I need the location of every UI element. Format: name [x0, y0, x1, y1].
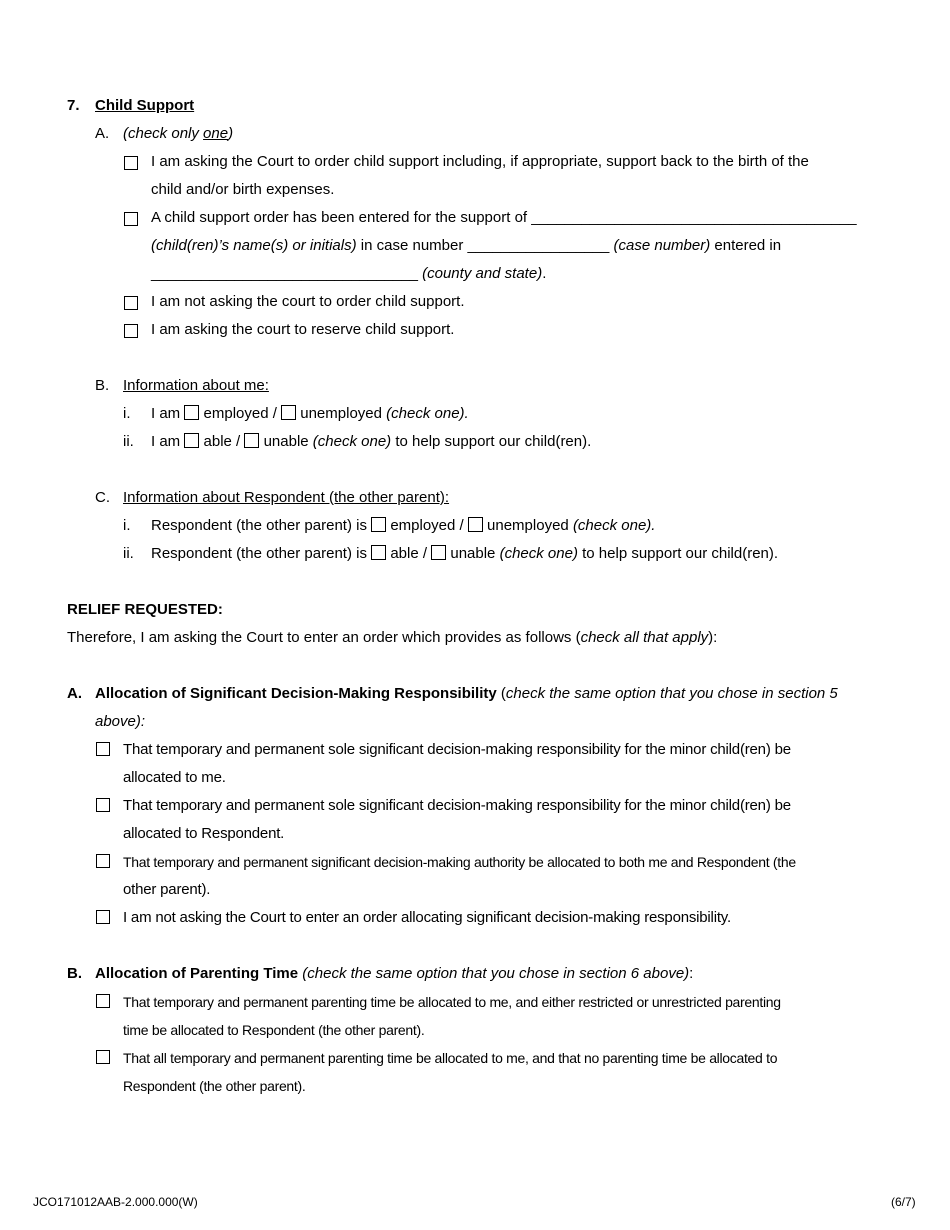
part-a-label: A.	[95, 125, 110, 142]
checkbox-order-child-support[interactable]	[124, 156, 138, 170]
option-parenting-time-all-line2: Respondent (the other parent).	[123, 1078, 306, 1094]
part-c-ii-row: Respondent (the other parent) is able / unable (check one) to help support our child(ren).	[151, 545, 779, 562]
option-parenting-time-all-line1: That all temporary and permanent parenting time be allocated to me, and that no parenting time be allocated to	[123, 1050, 778, 1066]
option-existing-order-line2: (child(ren)’s name(s) or initials) in case number _________________ (case number) entered in	[151, 237, 782, 254]
checkbox-me-able[interactable]	[184, 433, 199, 448]
relief-heading: RELIEF REQUESTED:	[67, 601, 223, 618]
section-title: Child Support	[95, 97, 195, 114]
checkbox-me-employed[interactable]	[184, 405, 199, 420]
option-order-child-support-line1: I am asking the Court to order child support including, if appropriate, support back to the birth of the	[151, 153, 809, 170]
checkbox-parenting-time-all[interactable]	[96, 1050, 110, 1064]
section-a-heading: Allocation of Significant Decision-Making Responsibility (check the same option that you chose in section 5	[95, 685, 838, 702]
case-number-blank[interactable]: _________________	[467, 237, 610, 254]
option-parenting-time-restricted-line1: That temporary and permanent parenting time be allocated to me, and either restricted or unrestricted parenting	[123, 994, 781, 1010]
part-b-i-label: i.	[123, 405, 131, 422]
option-joint-decision-line1: That temporary and permanent significant decision-making authority be allocated to both me and Respondent (the	[123, 854, 796, 870]
part-b-ii-row: I am able / unable (check one) to help support our child(ren).	[151, 433, 592, 450]
checkbox-no-decision-order[interactable]	[96, 910, 110, 924]
section-a-label: A.	[67, 685, 82, 702]
option-sole-decision-respondent-line1: That temporary and permanent sole significant decision-making responsibility for the minor child(ren) be	[123, 797, 791, 814]
section-b-heading: Allocation of Parenting Time (check the same option that you chose in section 6 above):	[95, 965, 694, 982]
checkbox-not-asking-support[interactable]	[124, 296, 138, 310]
part-b-title: Information about me:	[123, 377, 269, 394]
part-a-instruction: (check only one)	[123, 125, 234, 142]
checkbox-parenting-time-restricted[interactable]	[96, 994, 110, 1008]
checkbox-me-unemployed[interactable]	[281, 405, 296, 420]
checkbox-respondent-employed[interactable]	[371, 517, 386, 532]
option-sole-decision-respondent-line2: allocated to Respondent.	[123, 825, 285, 842]
part-c-i-row: Respondent (the other parent) is employed / unemployed (check one).	[151, 517, 656, 534]
part-c-label: C.	[95, 489, 110, 506]
option-sole-decision-me-line1: That temporary and permanent sole significant decision-making responsibility for the minor child(ren) be	[123, 741, 791, 758]
checkbox-me-unable[interactable]	[244, 433, 259, 448]
option-reserve-support: I am asking the court to reserve child support.	[151, 321, 455, 338]
form-code: JCO171012AAB-2.000.000(W)	[33, 1195, 198, 1209]
part-b-i-row: I am employed / unemployed (check one).	[151, 405, 469, 422]
checkbox-sole-decision-me[interactable]	[96, 742, 110, 756]
checkbox-existing-order[interactable]	[124, 212, 138, 226]
section-a-note-line2: above):	[95, 713, 146, 730]
option-joint-decision-line2: other parent).	[123, 881, 211, 898]
part-c-title: Information about Respondent (the other parent):	[123, 489, 450, 506]
option-existing-order-line3: ________________________________ (county and state).	[151, 265, 547, 282]
county-state-blank[interactable]: ________________________________	[151, 265, 418, 282]
checkbox-respondent-unable[interactable]	[431, 545, 446, 560]
part-b-ii-label: ii.	[123, 433, 134, 450]
part-c-i-label: i.	[123, 517, 131, 534]
relief-intro: Therefore, I am asking the Court to enter an order which provides as follows (check all that apply):	[67, 629, 718, 646]
option-parenting-time-restricted-line2: time be allocated to Respondent (the other parent).	[123, 1022, 425, 1038]
section-number: 7.	[67, 97, 80, 114]
option-no-decision-order: I am not asking the Court to enter an order allocating significant decision-making responsibility.	[123, 909, 731, 926]
checkbox-reserve-support[interactable]	[124, 324, 138, 338]
option-sole-decision-me-line2: allocated to me.	[123, 769, 226, 786]
part-b-label: B.	[95, 377, 110, 394]
page-number: (6/7)	[891, 1195, 916, 1209]
checkbox-respondent-able[interactable]	[371, 545, 386, 560]
checkbox-respondent-unemployed[interactable]	[468, 517, 483, 532]
option-not-asking-support: I am not asking the court to order child support.	[151, 293, 465, 310]
section-b-label: B.	[67, 965, 82, 982]
part-c-ii-label: ii.	[123, 545, 134, 562]
option-order-child-support-line2: child and/or birth expenses.	[151, 181, 335, 198]
checkbox-sole-decision-respondent[interactable]	[96, 798, 110, 812]
children-names-blank[interactable]: _______________________________________	[531, 209, 857, 226]
checkbox-joint-decision[interactable]	[96, 854, 110, 868]
option-existing-order-line1: A child support order has been entered for the support of _______________________________________	[151, 209, 857, 226]
